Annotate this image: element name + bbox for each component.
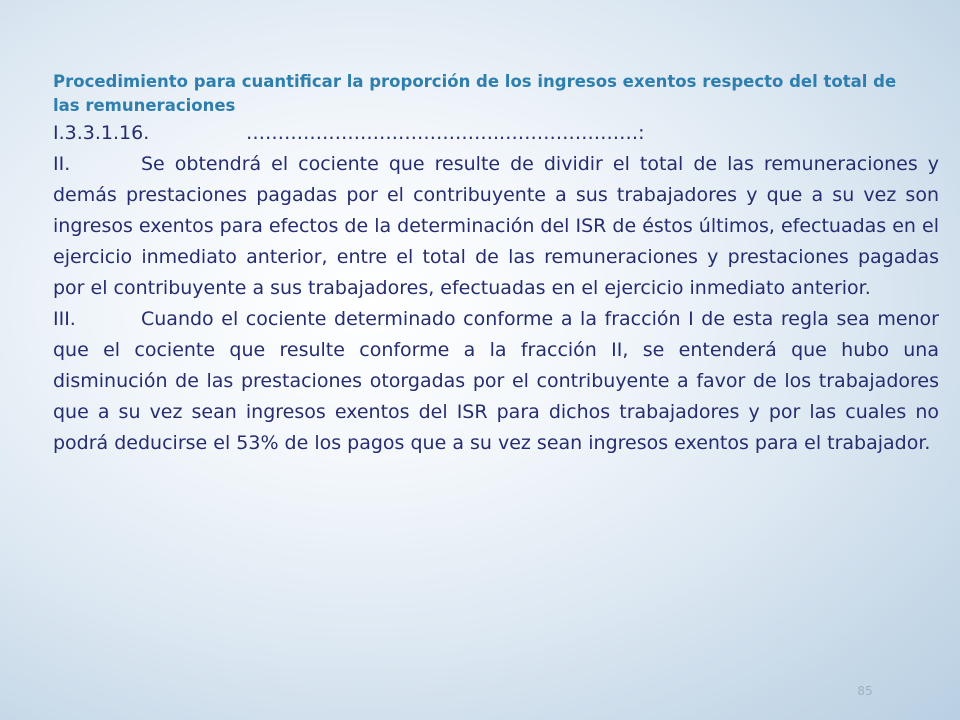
rule-number: I.3.3.1.16. xyxy=(53,122,150,144)
slide-content xyxy=(53,70,939,459)
fraction-ii-text: Se obtendrá el cociente que resulte de dividir el total de las remuneraciones y demás prestaciones pagadas por el contribuyente a sus trabajadores y que a su vez son ingresos exentos para efectos de la determinación del ISR de éstos últimos, efectuadas en el ejercicio inmediato anterior, entre el total de las remuneraciones y prestaciones pagadas por el contribuyente a sus trabajadores, efectuadas en el ejercicio inmediato anterior. xyxy=(53,153,939,299)
fraction-iii-paragraph xyxy=(53,304,939,459)
page-number: 85 xyxy=(857,684,873,698)
fraction-ii-label: II. xyxy=(53,153,71,175)
rule-reference xyxy=(53,118,939,149)
rule-ellipsis: …………………………………..…………………: xyxy=(246,122,645,144)
slide-title: Procedimiento para cuantificar la proporción de los ingresos exentos respecto del total de las remuneraciones xyxy=(53,72,897,115)
fraction-iii-text: Cuando el cociente determinado conforme a la fracción I de esta regla sea menor que el cociente que resulte conforme a la fracción II, se entenderá que hubo una disminución de las prestaciones otorgadas por el contribuyente a favor de los trabajadores que a su vez sean ingresos exentos del ISR para dichos trabajadores y por las cuales no podrá deducirse el 53% de los pagos que a su vez sean ingresos exentos para el trabajador. xyxy=(53,308,939,454)
fraction-ii-paragraph xyxy=(53,149,939,304)
fraction-iii-label: III. xyxy=(53,308,76,330)
